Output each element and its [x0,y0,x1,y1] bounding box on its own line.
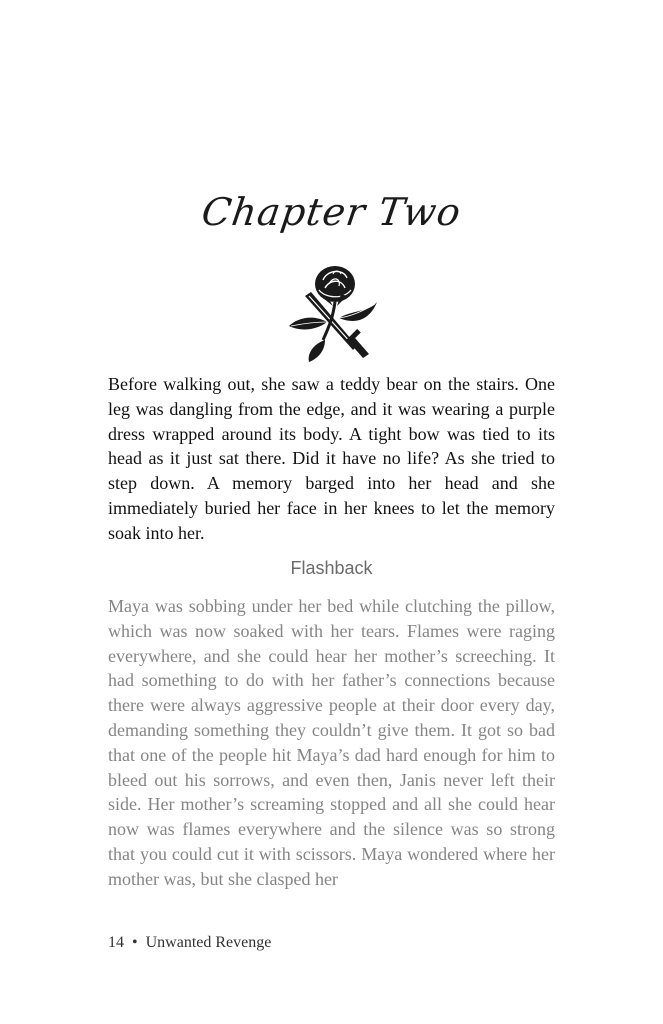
rose-dagger-icon [283,262,383,364]
page-footer [108,934,271,952]
book-title: Unwanted Revenge [145,934,272,951]
flashback-paragraph: Maya was sobbing under her bed while clutching the pillow, which was now soaked with her tears. Flames were raging everywhere, and she could hear her mother’s screeching. It had something to do with her father’s connections because there were always aggressive people at their door every day, demanding something they couldn’t give them. It got so bad that one of the people hit Maya’s dad hard enough for him to bleed out his sorrows, and even then, Janis never left their side. Her mother’s screaming stopped and all she could hear now was flames everywhere and the silence was so strong that you could cut it with scissors. Maya wondered where her mother was, but she clasped her [108,596,555,889]
intro-paragraph: Before walking out, she saw a teddy bear on the stairs. One leg was dangling from the edge, and it was wearing a purple dress wrapped around its body. A tight bow was tied to its head as it just sat there. Did it have no life? As she tried to step down. A memory barged into her head and she immediately buried her face in her knees to let the memory soak into her. [108,374,555,543]
chapter-title: Chapter Two [198,190,465,234]
page-number: 14 [108,934,124,951]
footer-separator: • [132,934,138,951]
flashback-heading: Flashback [290,558,373,578]
